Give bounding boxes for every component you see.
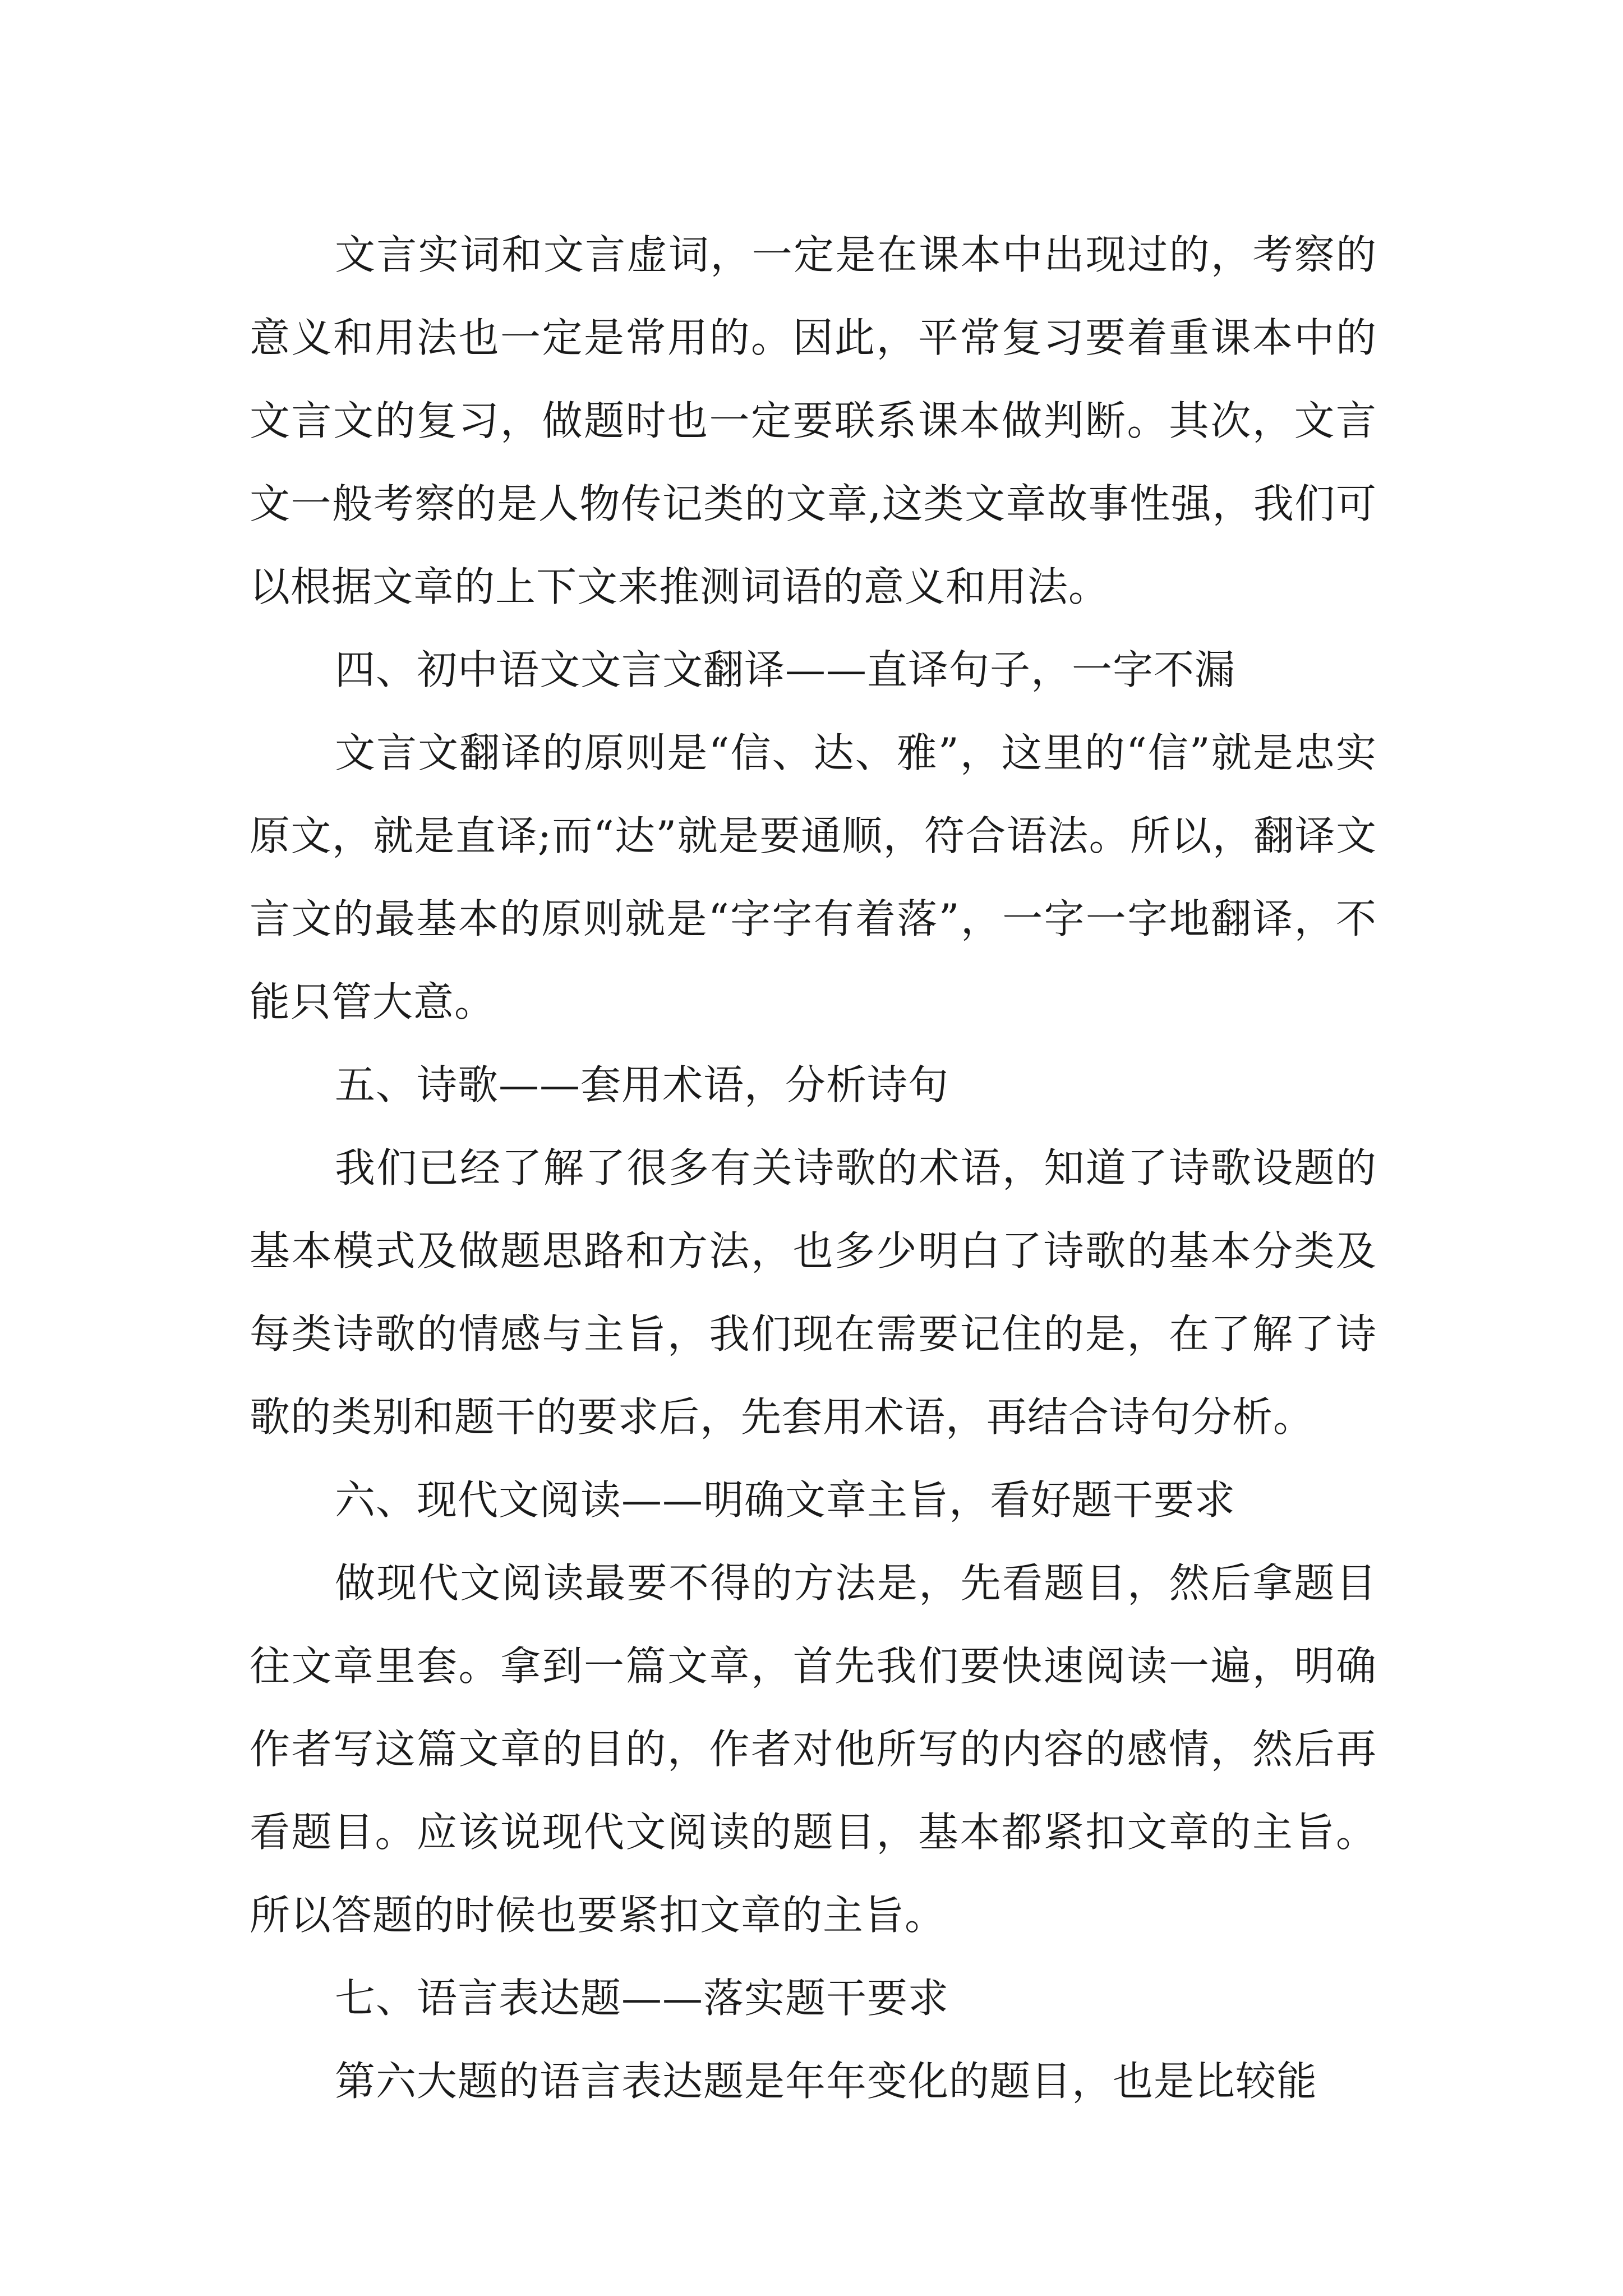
- heading-section-5: 五、诗歌——套用术语，分析诗句: [335, 1061, 949, 1108]
- paragraph-poetry: 我们已经了解了很多有关诗歌的术语，知道了诗歌设题的基本模式及做题思路和方法，也多少明白了诗歌的基本分类及每类诗歌的情感与主旨，我们现在需要记住的是，在了解了诗歌的类别和题干的要求后，先套用术语，再结合诗句分析。: [250, 1144, 1377, 1441]
- paragraph-classical-words: 文言实词和文言虚词，一定是在课本中出现过的，考察的意义和用法也一定是常用的。因此，平常复习要着重课本中的文言文的复习，做题时也一定要联系课本做判断。其次，文言文一般考察的是人物传记类的文章,这类文章故事性强，我们可以根据文章的上下文来推测词语的意义和用法。: [250, 231, 1377, 610]
- heading-section-4: 四、初中语文文言文翻译——直译句子，一字不漏: [335, 646, 1236, 693]
- document-page: [250, 213, 1377, 2123]
- heading-section-7: 七、语言表达题——落实题干要求: [335, 1975, 949, 2022]
- paragraph-modern-reading: 做现代文阅读最要不得的方法是，先看题目，然后拿题目往文章里套。拿到一篇文章，首先我们要快速阅读一遍，明确作者写这篇文章的目的，作者对他所写的内容的感情，然后再看题目。应该说现代文阅读的题目，基本都紧扣文章的主旨。所以答题的时候也要紧扣文章的主旨。: [250, 1559, 1377, 1939]
- heading-section-6: 六、现代文阅读——明确文章主旨，看好题干要求: [335, 1476, 1236, 1524]
- paragraph-translation: 文言文翻译的原则是“信、达、雅”，这里的“信”就是忠实原文，就是直译;而“达”就是要通顺，符合语法。所以，翻译文言文的最基本的原则就是“字字有着落”，一字一字地翻译，不能只管大意。: [250, 729, 1377, 1025]
- paragraph-language-expression: 第六大题的语言表达题是年年变化的题目，也是比较能: [335, 2058, 1318, 2105]
